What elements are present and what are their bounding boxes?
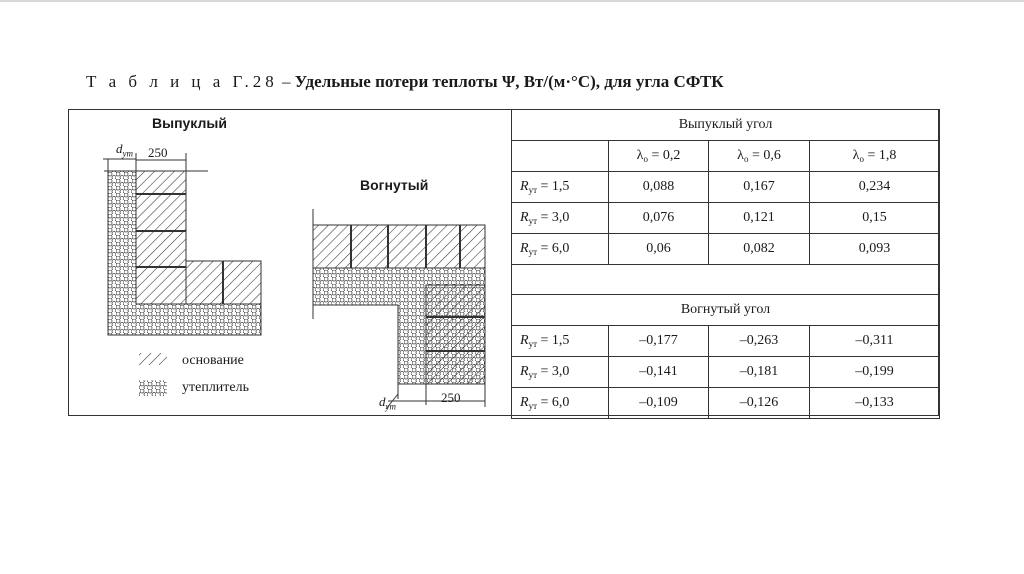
value-cell: –0,181 [709,357,810,388]
legend-label-insulation: утеплитель [182,380,250,395]
heat-loss-table [511,109,940,419]
legend-swatches [139,353,167,396]
table-row [512,388,940,419]
caption-title: Удельные потери теплоты Ψ, Вт/(м·°С), для угла СФТК [294,72,724,91]
value-cell: 0,082 [709,234,810,265]
value-cell: 0,15 [810,203,940,234]
table-caption [86,72,724,92]
value-cell: –0,109 [609,388,709,419]
r-label: $R_{ут} = 6,0$ [512,388,609,419]
r-label: $R_{ут} = 3,0$ [512,203,609,234]
value-cell: 0,234 [810,172,940,203]
value-cell: –0,311 [810,326,940,357]
table-row [512,172,940,203]
lambda-header: $\lambda_о = 0,6$ [709,141,810,172]
r-label: $R_{ут} = 6,0$ [512,234,609,265]
table-row [512,326,940,357]
convex-header: Выпуклый угол [512,110,940,141]
value-cell: –0,141 [609,357,709,388]
empty-header-cell [512,141,609,172]
insulation-legend-swatch [139,380,167,396]
caption-prefix: Т а б л и ц а Г.28 [86,72,278,91]
convex-header-row [512,110,940,141]
convex-dim-label: $d_{ут}$ [116,141,133,159]
value-cell: –0,263 [709,326,810,357]
table-row [512,357,940,388]
top-divider [0,0,1024,2]
r-label: $R_{ут} = 1,5$ [512,326,609,357]
convex-dim-250: 250 [148,145,168,160]
spacer-row [512,265,940,295]
corner-diagrams-svg [68,109,512,416]
convex-label: Выпуклый [152,115,227,131]
table-row [512,203,940,234]
value-cell: 0,06 [609,234,709,265]
concave-header: Вогнутый угол [512,295,940,326]
caption-dash: – [277,72,295,91]
lambda-header: $\lambda_о = 0,2$ [609,141,709,172]
r-label: $R_{ут} = 3,0$ [512,357,609,388]
value-cell: 0,093 [810,234,940,265]
lambda-header-row [512,141,940,172]
value-cell: –0,177 [609,326,709,357]
concave-label: Вогнутый [360,177,429,193]
concave-corner-drawing [313,209,485,409]
value-cell: 0,076 [609,203,709,234]
value-cell: –0,126 [709,388,810,419]
convex-corner-drawing [103,153,261,335]
r-label: $R_{ут} = 1,5$ [512,172,609,203]
value-cell: –0,133 [810,388,940,419]
value-cell: 0,121 [709,203,810,234]
legend-label-base: основание [182,353,244,368]
concave-dim-250: 250 [441,390,461,405]
value-cell: 0,088 [609,172,709,203]
value-cell: –0,199 [810,357,940,388]
value-cell: 0,167 [709,172,810,203]
table-row [512,234,940,265]
concave-header-row [512,295,940,326]
spacer-cell [512,265,940,295]
concave-dim-label: $d_{ут}$ [379,394,396,412]
corner-drawings [68,109,512,416]
lambda-header: $\lambda_о = 1,8$ [810,141,940,172]
hatch-legend-swatch [139,353,167,365]
